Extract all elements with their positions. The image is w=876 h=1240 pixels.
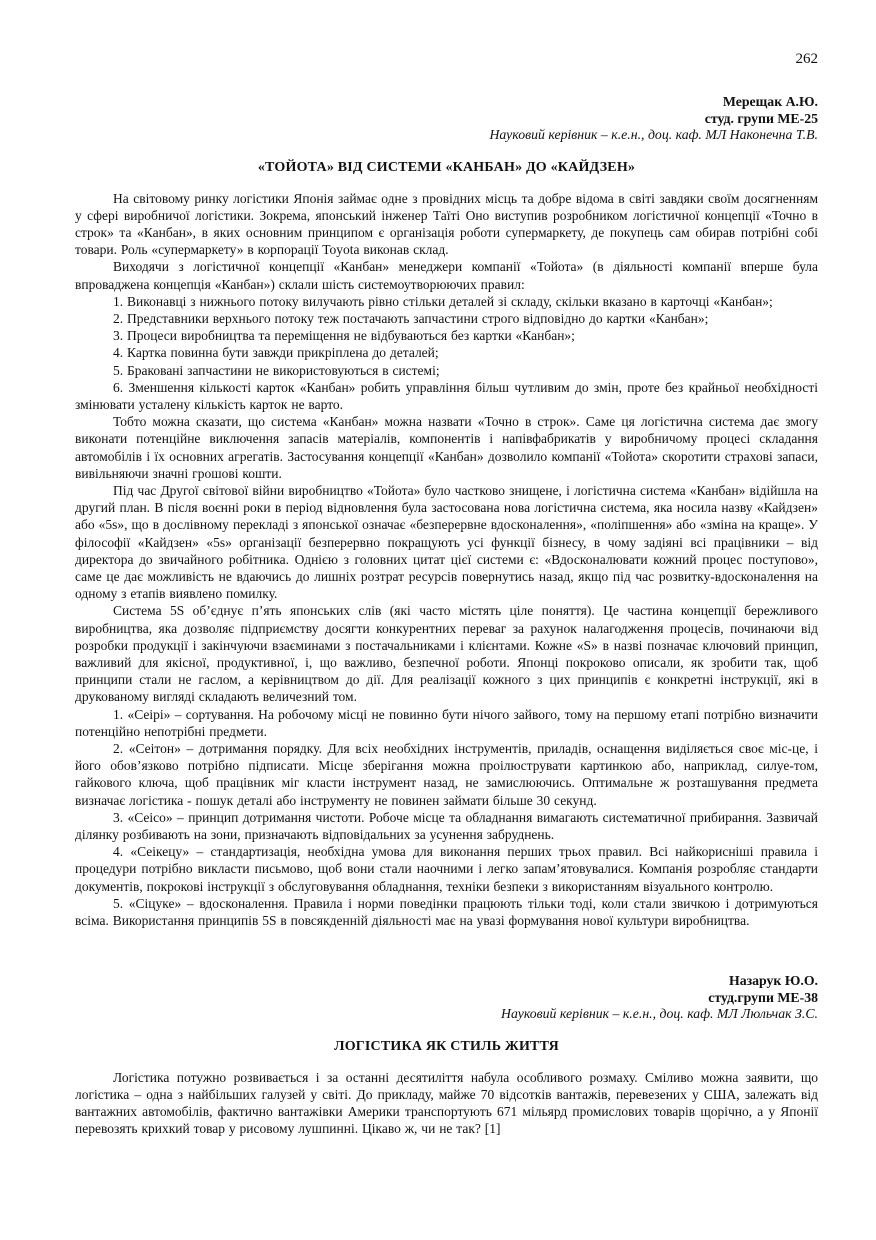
kanban-rule-6: 6. Зменшення кількості карток «Канбан» робить управління більш чутливим до змін, проте без крайньої необхідності змінювати усталену кількість карток не варто. <box>75 379 818 412</box>
article1-supervisor: Науковий керівник – к.е.н., доц. каф. МЛ Наконечна Т.В. <box>489 127 818 142</box>
s5-item-2-seiton: 2. «Сеітон» – дотримання порядку. Для всіх необхідних інструментів, приладів, оснащення виділяється своє міс-це, і його обов’язково потрібно підписати. Місце зберігання можна проілюструвати картинкою або, наприклад, силуе-том, гайкового ключа, щоб працівник міг класти інструмент назад, не замислюючись. Оптимальне ж розташування предмета визначає логістика - пошук деталі або інструменту не повинен займати більше 30 секунд. <box>75 741 818 808</box>
page-number: 262 <box>795 51 818 67</box>
kanban-rule-4: 4. Картка повинна бути завжди прикріплена до деталей; <box>113 345 439 361</box>
article2-group: студ.групи МЕ-38 <box>708 989 818 1005</box>
para-kaizen-history: Під час Другої світової війни виробництво «Тойота» було частково знищене, і логістична система «Канбан» відійшла на другий план. В після воєнні роки в період відновлення була застосована нова логістична система, яка носила назву «Кайдзен» або «5s», що в дослівному перекладі з японської означає «безперервне вдосконалення», «поліпшення» або «зміна на краще». У філософії «Кайдзен» «5s» організації безперервно покращують усі функції бізнесу, в чому задіяні всі працівники – від директора до звичайного робітника. Однією з головних цитат цієї системи є: «Вдосконалювати кожний процес поступово», саме це дає можливість не вдаючись до лишніх розтрат ресурсів повернутись назад, якщо під час розвитку-вдосконалення на одному з етапів виявлено помилку. <box>75 482 818 602</box>
article1-author-block <box>75 94 818 144</box>
s5-item-4-seiketsu: 4. «Сеікецу» – стандартизація, необхідна умова для виконання перших трьох правил. Всі найкорисніші правила і процедури потрібно викласти письмово, щоб вони стали наочними і легко запам’ятовувалися. Компанія розробляє стандарти документів, покрокові інструкції з обслуговування обладнання, техніки безпеки з використанням візуального контролю. <box>75 844 818 894</box>
article2-body <box>75 1069 818 1138</box>
article1-group: студ. групи МЕ-25 <box>704 110 818 126</box>
article2-author: Назарук Ю.О. <box>728 973 818 989</box>
para-logistics-lifestyle: Логістика потужно розвивається і за останні десятиліття набула особливого розмаху. Сміливо можна заявити, що логістика – одна з найбільших галузей у світі. До прикладу, майже 70 відсотків вантажів, перевезених у США, залежать від вантажних автомобілів, фактично вантажівки Америки транспортують 671 мільярд промислових товарів щорічно, а у Японії перевозять крихкий товар у рисовому лушпинні. Цікаво ж, чи не так? [1] <box>75 1069 818 1137</box>
para-kanban-jit: Тобто можна сказати, що система «Канбан» можна назвати «Точно в строк». Саме ця логістична система дає змогу виконати потенційне виключення запасів матеріалів, компонентів і напівфабрикатів у виробничому процесі складання автомобілів і їх основних агрегатів. Застосування концепції «Канбан» дозволило компанії «Тойота» скоротити страхові запаси, вивільняючи значні грошові кошти. <box>75 414 818 481</box>
para-5s-overview: Система 5S об’єднує п’ять японських слів (які часто містять ціле поняття). Це частина концепції бережливого виробництва, яка дозволяє підприємству досягти конкурентних переваг за рахунок налагодження процесів, починаючи від розробки продукції і закінчуючи взаєминами з постачальниками і клієнтами. Кожне «S» в назві позначає ключовий принцип, важливий для якісної, продуктивної, і, що важливо, безпечної роботи. Японці покроково описали, як зробити так, щоб принципи стали не гаслом, а керівництвом до дії. Для реалізації кожного з цих принципів є конкретні інструкції, які в друкованому вигляді складають величезний том. <box>75 603 818 705</box>
kanban-rule-1: 1. Виконавці з нижнього потоку вилучають рівно стільки деталей зі складу, скільки вказано в карточці «Канбан»; <box>113 293 773 309</box>
s5-item-3-seiso: 3. «Сеісо» – принцип дотримання чистоти. Робоче місце та обладнання вимагають систематичної прибирання. Зазвичай ділянку розбивають на зони, призначають відповідальних за усунення забруднень. <box>75 809 818 843</box>
article2-author-block <box>75 973 818 1023</box>
article1-author: Мерещак А.Ю. <box>722 94 818 109</box>
para-kanban-origin: Виходячи з логістичної концепції «Канбан» менеджери компанії «Тойота» (в діяльності компанії вперше була впроваджена концепція «Канбан») склали шість системоутворюючих правил: <box>75 259 818 292</box>
article1-body <box>75 190 818 930</box>
kanban-rule-3: 3. Процеси виробництва та переміщення не відбуваються без картки «Канбан»; <box>113 328 575 344</box>
s5-item-5-shitsuke: 5. «Сіцуке» – вдосконалення. Правила і норми поведінки працюють тільки тоді, коли стали звичкою і дотримуються всіма. Використання принципів 5S в повсякденній діяльності має на увазі формування нової культури виробництва. <box>75 895 818 929</box>
article1-title: «ТОЙОТА» ВІД СИСТЕМИ «КАНБАН» ДО «КАЙДЗЕН» <box>257 159 636 175</box>
article2-supervisor: Науковий керівник – к.е.н., доц. каф. МЛ Люльчак З.С. <box>501 1006 818 1022</box>
kanban-rule-2: 2. Представники верхнього потоку теж постачають запчастини строго відповідно до картки «Канбан»; <box>113 310 709 326</box>
para-intro-japan-logistics: На світовому ринку логістики Японія займає одне з провідних місць та добре відома в світі завдяки своїм досягненням у сфері виробничої логістики. Зокрема, японський інженер Таїті Оно виступив розробником логістичної концепції «Точно в строк» та «Канбан», в яких основним принципом є організація роботи супермаркету, де покупець сам обирав потрібні собі товари. Роль «супермаркету» в корпорації Toyota виконав склад. <box>75 190 818 258</box>
article2-title: ЛОГІСТИКА ЯК СТИЛЬ ЖИТТЯ <box>334 1038 559 1054</box>
kanban-rule-5: 5. Браковані запчастини не використовуються в системі; <box>113 362 440 378</box>
s5-item-1-seiri: 1. «Сеірі» – сортування. На робочому місці не повинно бути нічого зайвого, тому на першому етапі потрібно визначити потенційно непотрібні предмети. <box>75 706 818 739</box>
